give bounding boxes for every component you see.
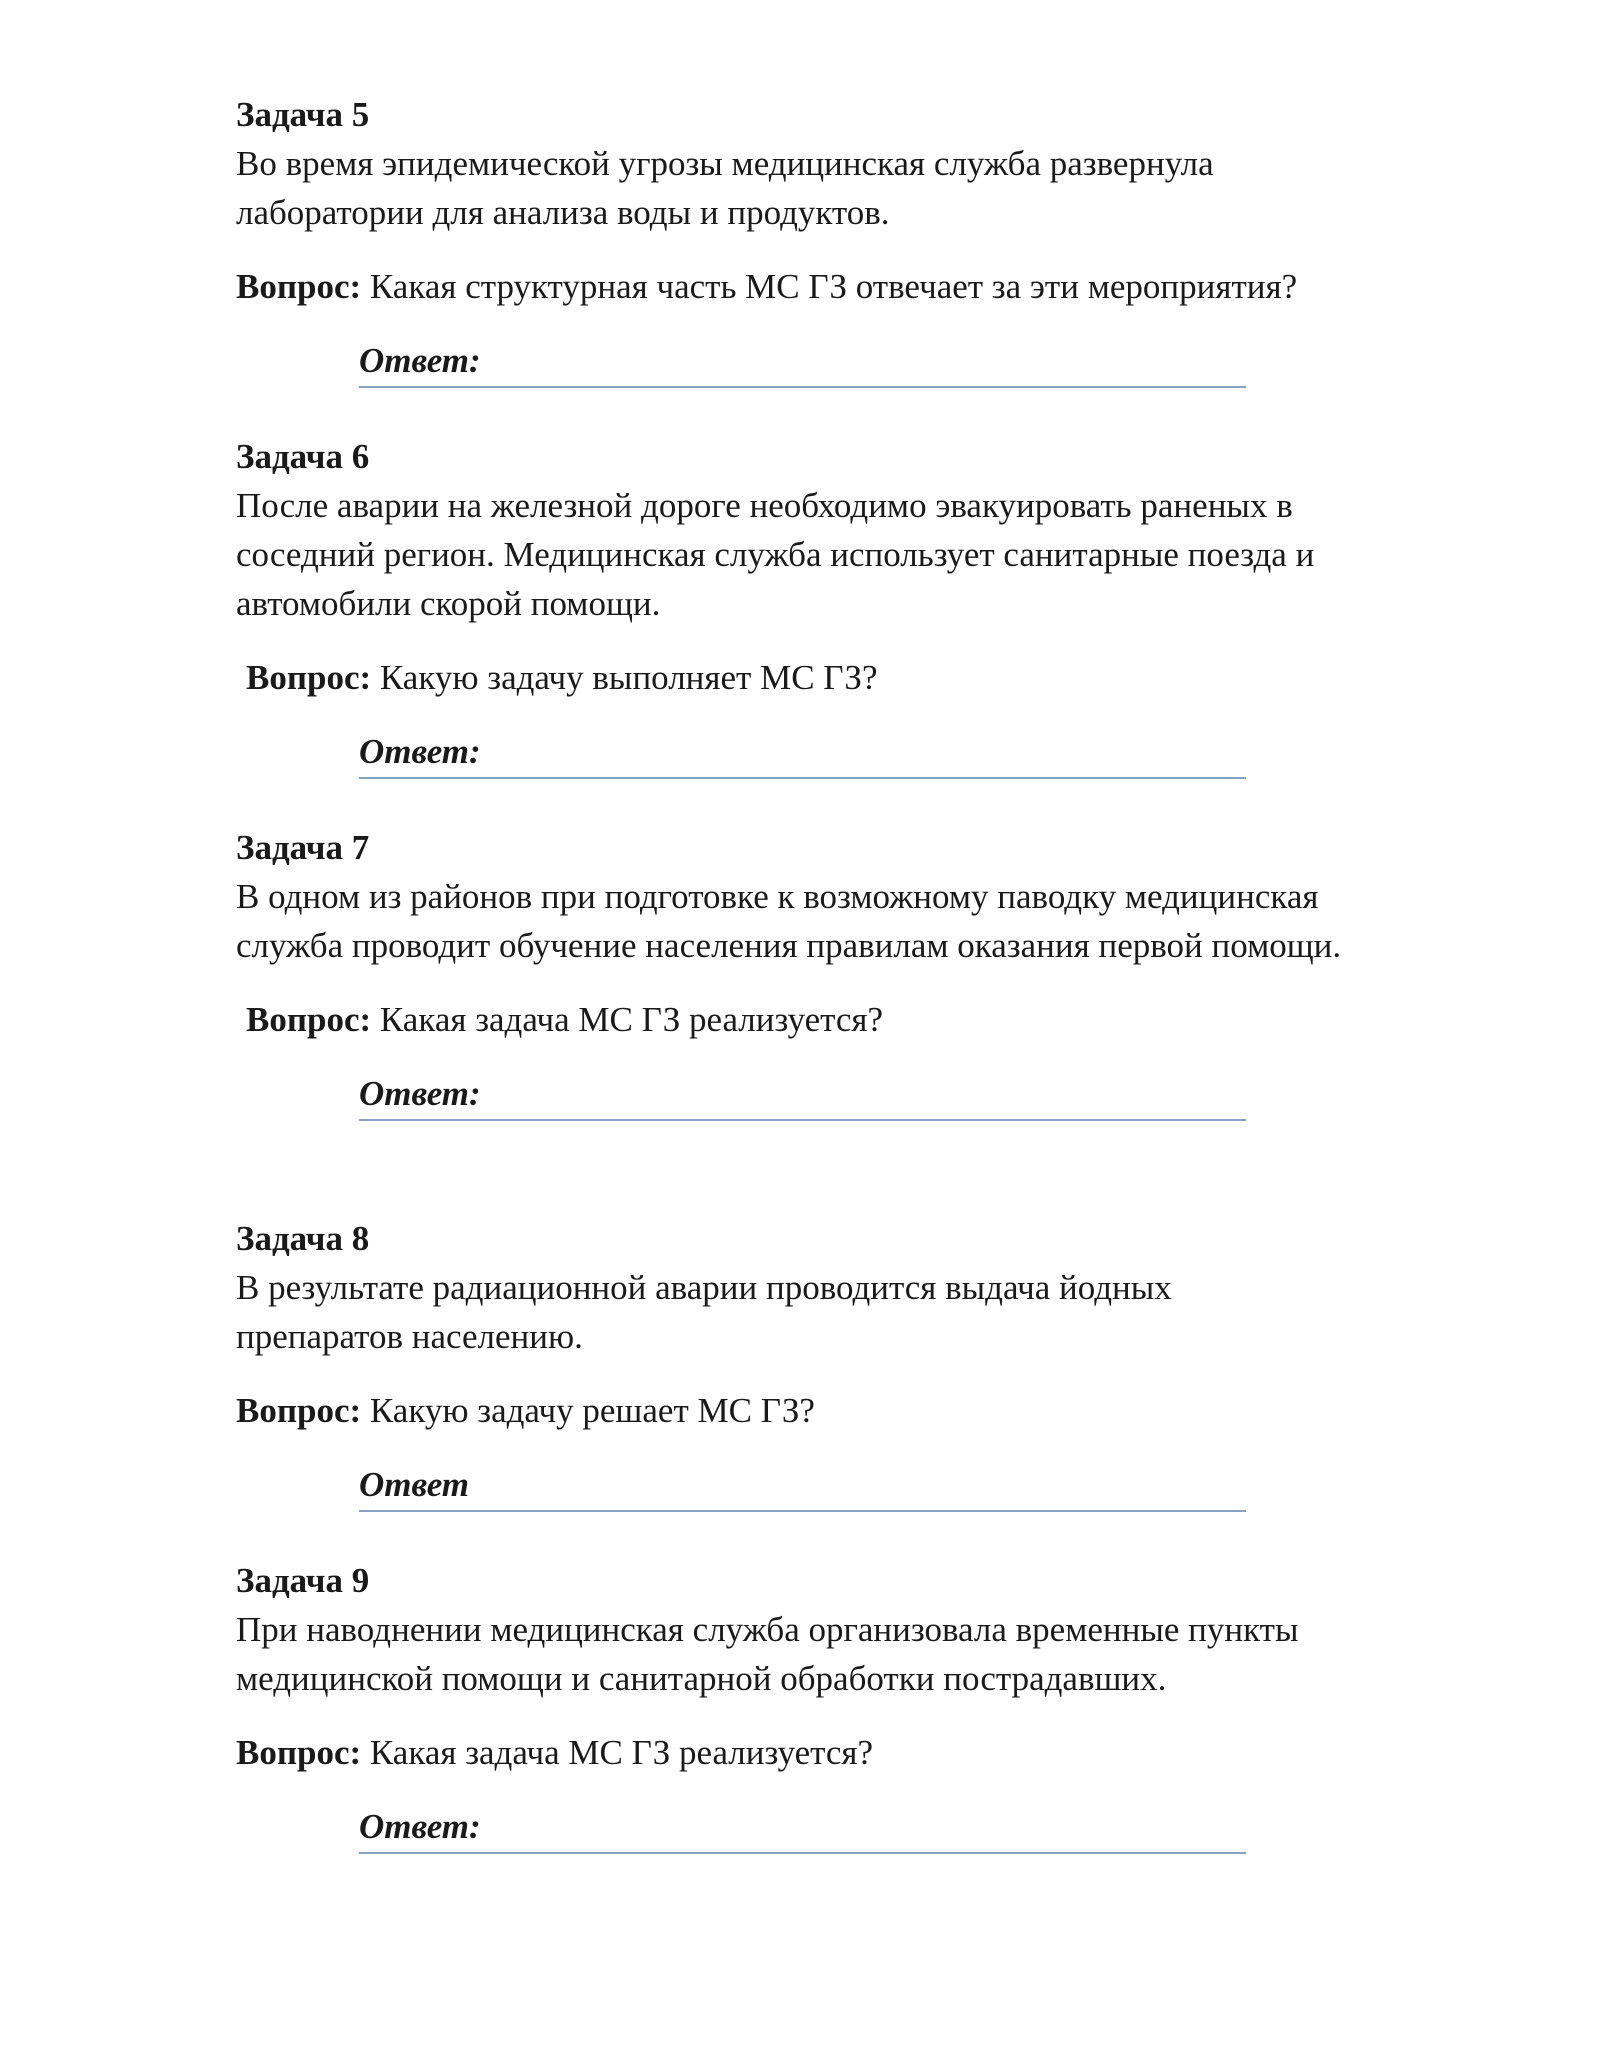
question (236, 262, 1376, 311)
question-text: Какая структурная часть МС ГЗ отвечает за эти мероприятия? (361, 267, 1298, 306)
question-label: Вопрос: (246, 658, 372, 697)
task-7 (236, 823, 1376, 1121)
answer-field[interactable] (359, 1069, 1246, 1121)
answer-label: Ответ (359, 1465, 470, 1504)
question-text: Какую задачу решает МС ГЗ? (361, 1391, 815, 1430)
task-text: При наводнении медицинская служба организовала временные пункты медицинской помощи и санитарной обработки пострадавших. (236, 1610, 1299, 1698)
question (236, 1386, 1376, 1435)
task-text: После аварии на железной дороге необходимо эвакуировать раненых в соседний регион. Медицинская служба использует санитарные поезда и автомобили скорой помощи. (236, 486, 1315, 623)
task-text: Во время эпидемической угрозы медицинская служба развернула лаборатории для анализа воды и продуктов. (236, 144, 1214, 232)
question-label: Вопрос: (236, 1391, 362, 1430)
task-9 (236, 1556, 1376, 1854)
answer-label: Ответ: (359, 1807, 481, 1846)
question-label: Вопрос: (246, 1000, 372, 1039)
task-5 (236, 90, 1376, 388)
task-text: В одном из районов при подготовке к возможному паводку медицинская служба проводит обучение населения правилам оказания первой помощи. (236, 877, 1342, 965)
answer-field[interactable] (359, 336, 1246, 388)
question-text: Какая задача МС ГЗ реализуется? (371, 1000, 884, 1039)
question-text: Какую задачу выполняет МС ГЗ? (371, 658, 878, 697)
question (236, 995, 1376, 1044)
task-title: Задача 8 (236, 1219, 370, 1258)
answer-label: Ответ: (359, 341, 481, 380)
question (236, 653, 1376, 702)
answer-label: Ответ: (359, 1074, 481, 1113)
task-title: Задача 9 (236, 1561, 370, 1600)
question-label: Вопрос: (236, 267, 362, 306)
answer-field[interactable] (359, 727, 1246, 779)
task-title: Задача 7 (236, 828, 370, 867)
answer-field[interactable] (359, 1802, 1246, 1854)
task-title: Задача 6 (236, 437, 370, 476)
question-text: Какая задача МС ГЗ реализуется? (361, 1733, 874, 1772)
answer-label: Ответ: (359, 732, 481, 771)
task-8 (236, 1214, 1376, 1512)
task-text: В результате радиационной аварии проводится выдача йодных препаратов населению. (236, 1268, 1172, 1356)
question-label: Вопрос: (236, 1733, 362, 1772)
question (236, 1728, 1376, 1777)
task-title: Задача 5 (236, 95, 370, 134)
answer-field[interactable] (359, 1460, 1246, 1512)
task-6 (236, 432, 1376, 779)
